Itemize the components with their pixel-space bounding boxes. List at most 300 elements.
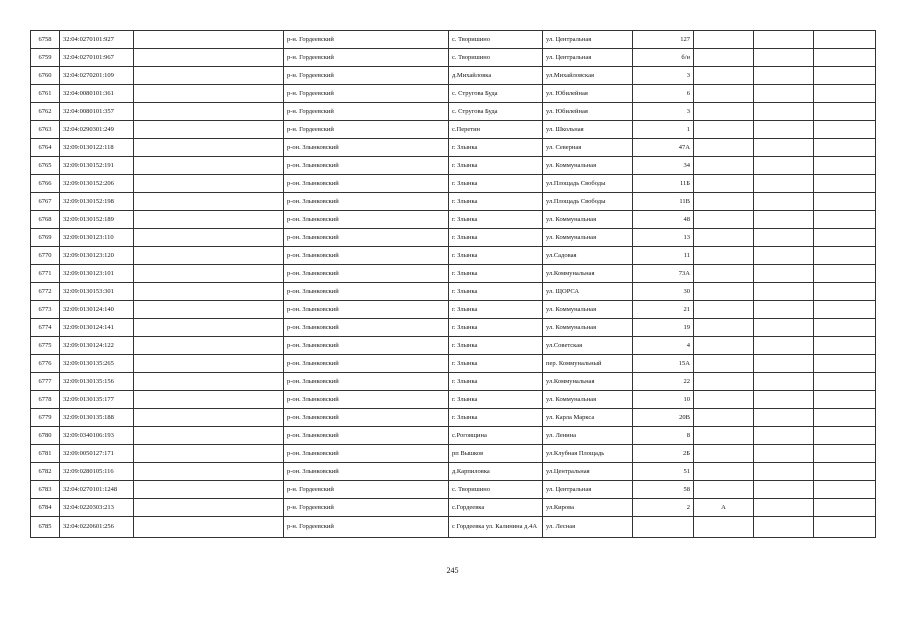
street-cell: ул. Ленина [543,427,633,445]
flag-cell [694,265,754,283]
cadastral-number-cell: 32:04:0270101:967 [60,49,134,67]
empty-cell [134,67,284,85]
table-row [31,409,876,427]
table-row [31,229,876,247]
empty-cell [814,409,876,427]
house-number-cell: 3 [633,103,694,121]
record-number-cell: 6759 [31,49,60,67]
cadastral-number-cell: 32:09:0130135:265 [60,355,134,373]
flag-cell [694,103,754,121]
flag-cell [694,157,754,175]
house-number-cell: 1 [633,121,694,139]
street-cell: ул. Коммунальная [543,391,633,409]
empty-cell [134,445,284,463]
table-row [31,283,876,301]
empty-cell [814,103,876,121]
district-cell: р-н. Гордеевский [284,85,449,103]
record-number-cell: 6776 [31,355,60,373]
table-row [31,67,876,85]
table-row [31,355,876,373]
flag-cell [694,49,754,67]
street-cell: ул.Коммунальная [543,373,633,391]
flag-cell [694,409,754,427]
table-row [31,481,876,499]
empty-cell [814,121,876,139]
house-number-cell: 6 [633,85,694,103]
district-cell: р-он. Злынковский [284,157,449,175]
record-number-cell: 6781 [31,445,60,463]
empty-cell [754,517,814,538]
table-row [31,373,876,391]
empty-cell [754,373,814,391]
empty-cell [134,121,284,139]
table-row [31,391,876,409]
flag-cell [694,247,754,265]
street-cell: ул.Садовая [543,247,633,265]
empty-cell [134,49,284,67]
table-row [31,31,876,49]
street-cell: ул. Центральная [543,31,633,49]
table-row [31,265,876,283]
table-row [31,247,876,265]
street-cell: ул.Кирова [543,499,633,517]
house-number-cell: 10 [633,391,694,409]
empty-cell [134,247,284,265]
empty-cell [754,301,814,319]
record-number-cell: 6772 [31,283,60,301]
district-cell: р-он. Злынковский [284,463,449,481]
table-row [31,463,876,481]
cadastral-number-cell: 32:09:0130124:122 [60,337,134,355]
flag-cell [694,391,754,409]
street-cell: ул.Клубная Площадь [543,445,633,463]
district-cell: р-он. Злынковский [284,373,449,391]
street-cell: ул. Коммунальная [543,319,633,337]
flag-cell [694,229,754,247]
flag-cell [694,283,754,301]
empty-cell [754,67,814,85]
record-number-cell: 6782 [31,463,60,481]
table-row [31,121,876,139]
locality-cell: д.Карпиловка [449,463,543,481]
table-row [31,319,876,337]
empty-cell [814,319,876,337]
record-number-cell: 6770 [31,247,60,265]
house-number-cell: 15А [633,355,694,373]
district-cell: р-он. Злынковский [284,175,449,193]
record-number-cell: 6784 [31,499,60,517]
table-row [31,139,876,157]
record-number-cell: 6766 [31,175,60,193]
house-number-cell: 13 [633,229,694,247]
street-cell: ул. Коммунальная [543,229,633,247]
locality-cell: с.Гордеевка [449,499,543,517]
empty-cell [754,121,814,139]
empty-cell [134,265,284,283]
house-number-cell: 2 [633,499,694,517]
flag-cell [694,463,754,481]
street-cell: ул. ЩОРСА [543,283,633,301]
empty-cell [134,499,284,517]
street-cell: ул. Северная [543,139,633,157]
empty-cell [814,229,876,247]
locality-cell: г. Злынка [449,175,543,193]
empty-cell [814,49,876,67]
district-cell: р-н. Гордеевский [284,517,449,538]
flag-cell [694,319,754,337]
empty-cell [754,247,814,265]
cadastral-number-cell: 32:09:0130135:177 [60,391,134,409]
table-row [31,157,876,175]
empty-cell [134,319,284,337]
house-number-cell: 30 [633,283,694,301]
table-row [31,103,876,121]
table-row [31,337,876,355]
flag-cell [694,301,754,319]
flag-cell [694,175,754,193]
locality-cell: г. Злынка [449,409,543,427]
record-number-cell: 6779 [31,409,60,427]
empty-cell [134,373,284,391]
house-number-cell: 20В [633,409,694,427]
locality-cell: д.Михайловка [449,67,543,85]
cadastral-number-cell: 32:09:0050127:171 [60,445,134,463]
street-cell: ул. Центральная [543,49,633,67]
street-cell: пер. Коммунальный [543,355,633,373]
cadastral-number-cell: 32:09:0130123:120 [60,247,134,265]
flag-cell [694,211,754,229]
flag-cell [694,193,754,211]
street-cell: ул.Площадь Свободы [543,193,633,211]
locality-cell: с. Творишино [449,481,543,499]
cadastral-number-cell: 32:09:0340106:193 [60,427,134,445]
empty-cell [814,265,876,283]
cadastral-number-cell: 32:09:0130124:141 [60,319,134,337]
empty-cell [134,355,284,373]
record-number-cell: 6767 [31,193,60,211]
empty-cell [134,85,284,103]
empty-cell [754,211,814,229]
record-number-cell: 6769 [31,229,60,247]
table-row [31,193,876,211]
flag-cell [694,445,754,463]
empty-cell [814,517,876,538]
street-cell: ул. Карла Маркса [543,409,633,427]
locality-cell: г. Злынка [449,373,543,391]
street-cell: ул. Центральная [543,481,633,499]
flag-cell [694,85,754,103]
district-cell: р-он. Злынковский [284,319,449,337]
locality-cell: г. Злынка [449,337,543,355]
district-cell: р-н. Гордеевский [284,481,449,499]
locality-cell: рп Вышков [449,445,543,463]
empty-cell [134,463,284,481]
empty-cell [754,265,814,283]
cadastral-number-cell: 32:09:0130123:101 [60,265,134,283]
record-number-cell: 6780 [31,427,60,445]
empty-cell [814,175,876,193]
empty-cell [134,103,284,121]
locality-cell: г. Злынка [449,283,543,301]
empty-cell [754,463,814,481]
street-cell: ул.Площадь Свободы [543,175,633,193]
district-cell: р-н. Гордеевский [284,31,449,49]
table-row [31,427,876,445]
empty-cell [134,175,284,193]
empty-cell [754,481,814,499]
house-number-cell: 11 [633,247,694,265]
cadastral-number-cell: 32:09:0280105:116 [60,463,134,481]
table-row [31,445,876,463]
empty-cell [754,337,814,355]
table-row [31,517,876,538]
locality-cell: с. Творишино [449,31,543,49]
empty-cell [754,409,814,427]
flag-cell [694,355,754,373]
cadastral-number-cell: 32:04:0270101:1248 [60,481,134,499]
house-number-cell: 48 [633,211,694,229]
record-number-cell: 6763 [31,121,60,139]
locality-cell: г. Злынка [449,229,543,247]
house-number-cell: 11В [633,193,694,211]
empty-cell [134,427,284,445]
empty-cell [134,211,284,229]
cadastral-number-cell: 32:09:0130152:189 [60,211,134,229]
record-number-cell: 6768 [31,211,60,229]
record-number-cell: 6785 [31,517,60,538]
record-number-cell: 6778 [31,391,60,409]
empty-cell [814,391,876,409]
house-number-cell [633,517,694,538]
house-number-cell: б/н [633,49,694,67]
table-row [31,175,876,193]
street-cell: ул.Советская [543,337,633,355]
district-cell: р-он. Злынковский [284,445,449,463]
register-table-body [31,31,876,538]
flag-cell [694,31,754,49]
empty-cell [134,139,284,157]
empty-cell [754,499,814,517]
street-cell: ул.Коммунальная [543,265,633,283]
flag-cell [694,337,754,355]
cadastral-number-cell: 32:09:0130122:118 [60,139,134,157]
record-number-cell: 6764 [31,139,60,157]
house-number-cell: 3 [633,67,694,85]
cadastral-number-cell: 32:04:0080101:361 [60,85,134,103]
locality-cell: г. Злынка [449,265,543,283]
street-cell: ул. Коммунальная [543,301,633,319]
empty-cell [814,247,876,265]
district-cell: р-он. Злынковский [284,265,449,283]
district-cell: р-он. Злынковский [284,247,449,265]
flag-cell [694,373,754,391]
empty-cell [754,319,814,337]
house-number-cell: 2Б [633,445,694,463]
cadastral-number-cell: 32:09:0130135:188 [60,409,134,427]
locality-cell: с.Роговщина [449,427,543,445]
house-number-cell: 22 [633,373,694,391]
locality-cell: с. Стругова Буда [449,103,543,121]
district-cell: р-он. Злынковский [284,409,449,427]
flag-cell [694,517,754,538]
empty-cell [134,481,284,499]
empty-cell [754,355,814,373]
empty-cell [814,445,876,463]
district-cell: р-он. Злынковский [284,355,449,373]
district-cell: р-он. Злынковский [284,283,449,301]
street-cell: ул.Михайловская [543,67,633,85]
empty-cell [814,67,876,85]
cadastral-number-cell: 32:04:0270201:109 [60,67,134,85]
locality-cell: с. Творишино [449,49,543,67]
house-number-cell: 34 [633,157,694,175]
flag-cell [694,67,754,85]
cadastral-number-cell: 32:09:0130135:156 [60,373,134,391]
empty-cell [814,373,876,391]
cadastral-number-cell: 32:09:0130152:206 [60,175,134,193]
empty-cell [754,193,814,211]
district-cell: р-н. Гордеевский [284,499,449,517]
flag-cell [694,139,754,157]
house-number-cell: 4 [633,337,694,355]
empty-cell [814,355,876,373]
empty-cell [134,301,284,319]
locality-cell: г. Злынка [449,193,543,211]
district-cell: р-н. Гордеевский [284,67,449,85]
cadastral-number-cell: 32:09:0130123:110 [60,229,134,247]
cadastral-number-cell: 32:09:0130153:301 [60,283,134,301]
empty-cell [814,301,876,319]
locality-cell: г. Злынка [449,301,543,319]
street-cell: ул.Центральная [543,463,633,481]
empty-cell [814,157,876,175]
locality-cell: с. Стругова Буда [449,85,543,103]
empty-cell [754,175,814,193]
cadastral-number-cell: 32:04:0220601:256 [60,517,134,538]
empty-cell [814,211,876,229]
district-cell: р-он. Злынковский [284,229,449,247]
locality-cell: с.Перетин [449,121,543,139]
district-cell: р-он. Злынковский [284,391,449,409]
record-number-cell: 6775 [31,337,60,355]
empty-cell [134,391,284,409]
district-cell: р-н. Гордеевский [284,121,449,139]
table-row [31,211,876,229]
table-row [31,301,876,319]
empty-cell [134,517,284,538]
street-cell: ул. Школьная [543,121,633,139]
empty-cell [754,31,814,49]
locality-cell: г. Злынка [449,355,543,373]
cadastral-number-cell: 32:09:0130152:198 [60,193,134,211]
district-cell: р-он. Злынковский [284,337,449,355]
empty-cell [754,103,814,121]
cadastral-number-cell: 32:04:0290301:249 [60,121,134,139]
empty-cell [814,85,876,103]
record-number-cell: 6777 [31,373,60,391]
house-number-cell: 47А [633,139,694,157]
empty-cell [754,445,814,463]
empty-cell [814,499,876,517]
district-cell: р-он. Злынковский [284,301,449,319]
locality-cell: г. Злынка [449,247,543,265]
house-number-cell: 58 [633,481,694,499]
flag-cell [694,427,754,445]
flag-cell: А [694,499,754,517]
empty-cell [134,229,284,247]
house-number-cell: 21 [633,301,694,319]
flag-cell [694,121,754,139]
record-number-cell: 6774 [31,319,60,337]
district-cell: р-он. Злынковский [284,139,449,157]
locality-cell: г. Злынка [449,139,543,157]
cadastral-number-cell: 32:04:0080101:357 [60,103,134,121]
locality-cell: с Гордеевка ул. Калинина д.4А [449,517,543,538]
record-number-cell: 6760 [31,67,60,85]
table-row [31,85,876,103]
locality-cell: г. Злынка [449,157,543,175]
empty-cell [814,427,876,445]
empty-cell [754,139,814,157]
empty-cell [814,139,876,157]
empty-cell [134,409,284,427]
record-number-cell: 6771 [31,265,60,283]
street-cell: ул. Юбилейная [543,85,633,103]
locality-cell: г. Злынка [449,391,543,409]
table-row [31,49,876,67]
empty-cell [134,157,284,175]
cadastral-number-cell: 32:09:0130152:191 [60,157,134,175]
street-cell: ул. Лесная [543,517,633,538]
district-cell: р-он. Злынковский [284,211,449,229]
cadastral-number-cell: 32:09:0130124:140 [60,301,134,319]
cadastral-number-cell: 32:04:0220303:213 [60,499,134,517]
table-row [31,499,876,517]
empty-cell [814,193,876,211]
house-number-cell: 11Б [633,175,694,193]
empty-cell [814,337,876,355]
empty-cell [754,49,814,67]
record-number-cell: 6783 [31,481,60,499]
record-number-cell: 6758 [31,31,60,49]
register-table [30,30,876,538]
empty-cell [754,85,814,103]
empty-cell [814,481,876,499]
record-number-cell: 6761 [31,85,60,103]
house-number-cell: 19 [633,319,694,337]
empty-cell [814,31,876,49]
district-cell: р-н. Гордеевский [284,49,449,67]
locality-cell: г. Злынка [449,319,543,337]
empty-cell [754,157,814,175]
record-number-cell: 6773 [31,301,60,319]
record-number-cell: 6762 [31,103,60,121]
street-cell: ул. Коммунальная [543,211,633,229]
cadastral-number-cell: 32:04:0270101:927 [60,31,134,49]
house-number-cell: 127 [633,31,694,49]
street-cell: ул. Юбилейная [543,103,633,121]
street-cell: ул. Коммунальная [543,157,633,175]
empty-cell [134,31,284,49]
house-number-cell: 73А [633,265,694,283]
flag-cell [694,481,754,499]
empty-cell [754,283,814,301]
district-cell: р-он. Злынковский [284,427,449,445]
district-cell: р-он. Злынковский [284,193,449,211]
empty-cell [814,463,876,481]
district-cell: р-н. Гордеевский [284,103,449,121]
empty-cell [134,193,284,211]
